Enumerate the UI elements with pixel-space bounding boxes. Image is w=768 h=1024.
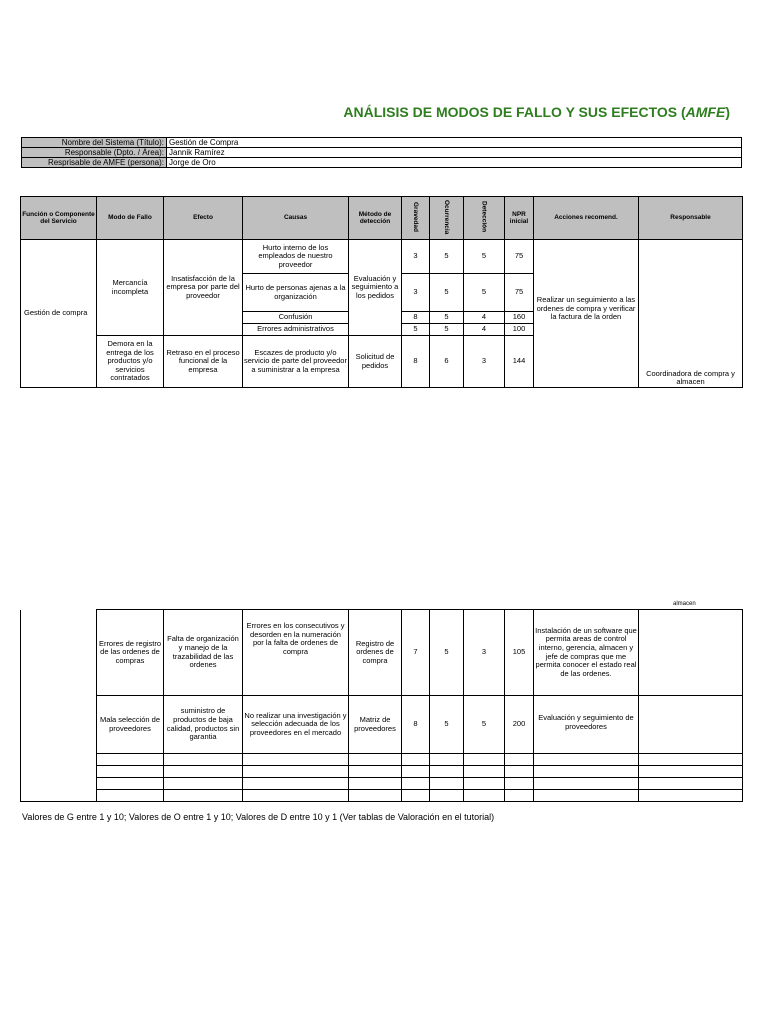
metodo-cell: Registro de ordenes de compra [349, 610, 402, 696]
g-cell: 8 [402, 696, 430, 754]
o-cell: 6 [430, 336, 464, 388]
table-row [21, 610, 743, 696]
g-cell: 8 [402, 336, 430, 388]
acciones-cell: Instalación de un software que permita areas de control interno, gerencia, almacen y jefe de compras que me permita conocer el estado real de las ordenes. [534, 610, 639, 696]
funcion-cell: Gestión de compra [21, 240, 97, 388]
header-gravedad: Gravedad [412, 201, 420, 232]
header-deteccion: Detección [480, 201, 488, 233]
npr-cell: 75 [505, 240, 534, 274]
table-row [21, 240, 743, 274]
d-cell: 4 [464, 324, 505, 336]
header-metodo: Método de detección [349, 197, 402, 240]
efecto-cell: Insatisfacción de la empresa por parte del proveedor [164, 240, 243, 336]
causa-cell: Hurto interno de los empleados de nuestro proveedor [243, 240, 349, 274]
o-cell: 5 [430, 324, 464, 336]
o-cell: 5 [430, 610, 464, 696]
responsable-overflow-text: almacen [673, 601, 696, 607]
causa-cell: Errores en los consecutivos y desorden en la numeración por la falta de ordenes de compra [243, 610, 349, 696]
d-cell: 3 [464, 336, 505, 388]
header-causas: Causas [243, 197, 349, 240]
causa-cell: Escazes de producto y/o servicio de parte del proveedor a suministrar a la empresa [243, 336, 349, 388]
page-title: ANÁLISIS DE MODOS DE FALLO Y SUS EFECTOS (AMFE) [343, 104, 730, 120]
metodo-cell: Matriz de proveedores [349, 696, 402, 754]
g-cell: 5 [402, 324, 430, 336]
o-cell: 5 [430, 240, 464, 274]
funcion-cell-continued [21, 610, 97, 802]
table-row [21, 790, 743, 802]
npr-cell: 100 [505, 324, 534, 336]
npr-cell: 105 [505, 610, 534, 696]
responsable-cell [639, 610, 743, 696]
table-row [21, 696, 743, 754]
table-row [21, 754, 743, 766]
causa-cell: Confusión [243, 312, 349, 324]
g-cell: 3 [402, 274, 430, 312]
modo-cell: Mala selección de proveedores [97, 696, 164, 754]
g-cell: 8 [402, 312, 430, 324]
header-deteccion-cell [464, 197, 505, 240]
metodo-cell: Evaluación y seguimiento a los pedidos [349, 240, 402, 336]
o-cell: 5 [430, 274, 464, 312]
npr-cell: 75 [505, 274, 534, 312]
header-modo: Modo de Fallo [97, 197, 164, 240]
causa-cell: No realizar una investigación y selección adecuada de los proveedores en el mercado [243, 696, 349, 754]
d-cell: 5 [464, 696, 505, 754]
info-label: Nombre del Sistema (Título): [22, 138, 167, 148]
metodo-cell: Solicitud de pedidos [349, 336, 402, 388]
header-npr: NPR inicial [505, 197, 534, 240]
efecto-cell: Retraso en el proceso funcional de la empresa [164, 336, 243, 388]
header-ocurrencia: Ocurrencia [443, 199, 451, 234]
efecto-cell: suministro de productos de baja calidad, productos sin garantia [164, 696, 243, 754]
info-label: Resprisable de AMFE (persona): [22, 158, 167, 168]
acciones-cell: Evaluación y seguimiento de proveedores [534, 696, 639, 754]
header-responsable: Responsable [639, 197, 743, 240]
causa-cell: Errores administrativos [243, 324, 349, 336]
footer-note: Valores de G entre 1 y 10; Valores de O entre 1 y 10; Valores de D entre 10 y 1 (Ver tablas de Valoración en el tutorial) [22, 812, 495, 822]
acciones-cell: Realizar un seguimiento a las ordenes de compra y verificar la factura de la orden [534, 240, 639, 388]
info-value: Jannik Ramírez [167, 148, 742, 158]
o-cell: 5 [430, 696, 464, 754]
system-info-table [21, 137, 742, 168]
header-ocurrencia-cell [430, 197, 464, 240]
modo-cell: Errores de registro de las ordenes de compras [97, 610, 164, 696]
d-cell: 4 [464, 312, 505, 324]
table-row [21, 766, 743, 778]
npr-cell: 200 [505, 696, 534, 754]
info-label: Responsable (Dpto. / Área): [22, 148, 167, 158]
header-gravedad-cell [402, 197, 430, 240]
o-cell: 5 [430, 312, 464, 324]
header-funcion: Función o Componente del Servicio [21, 197, 97, 240]
header-efecto: Efecto [164, 197, 243, 240]
amfe-table-continued [20, 609, 743, 802]
table-row [21, 778, 743, 790]
d-cell: 5 [464, 240, 505, 274]
responsable-cell: Coordinadora de compra y almacen [639, 240, 743, 388]
d-cell: 3 [464, 610, 505, 696]
causa-cell: Hurto de personas ajenas a la organización [243, 274, 349, 312]
info-value: Jorge de Oro [167, 158, 742, 168]
amfe-table [20, 196, 743, 388]
g-cell: 3 [402, 240, 430, 274]
modo-cell: Demora en la entrega de los productos y/o servicios contratados [97, 336, 164, 388]
g-cell: 7 [402, 610, 430, 696]
npr-cell: 144 [505, 336, 534, 388]
npr-cell: 160 [505, 312, 534, 324]
header-acciones: Acciones recomend. [534, 197, 639, 240]
info-value: Gestión de Compra [167, 138, 742, 148]
modo-cell: Mercancía incompleta [97, 240, 164, 336]
responsable-cell [639, 696, 743, 754]
d-cell: 5 [464, 274, 505, 312]
efecto-cell: Falta de organización y manejo de la trazabilidad de las ordenes [164, 610, 243, 696]
